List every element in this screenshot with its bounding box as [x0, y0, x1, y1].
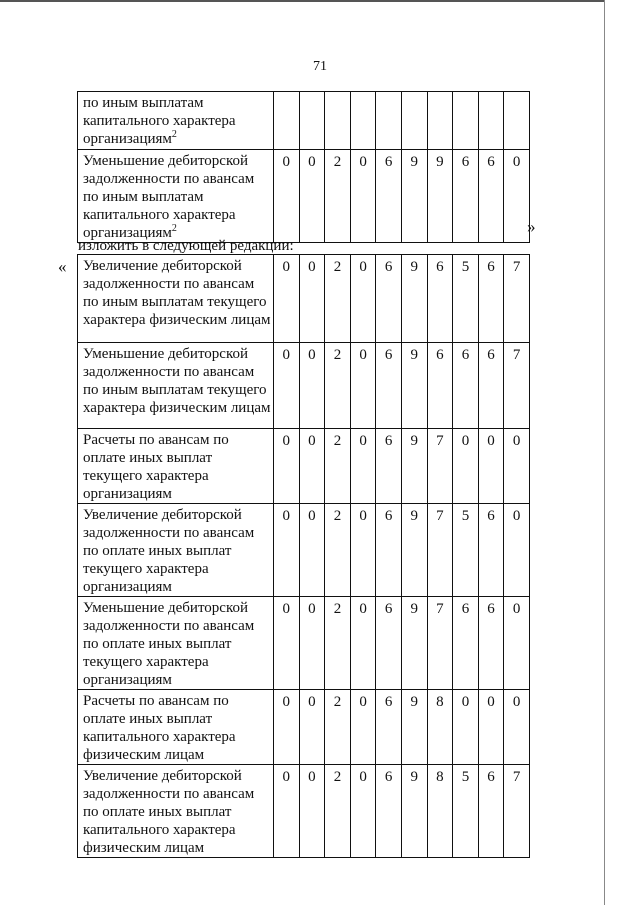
code-digit-cell: 5	[453, 504, 479, 597]
code-digit-cell: 0	[350, 765, 376, 858]
code-digit-cell: 6	[453, 597, 479, 690]
account-codes-table-new	[77, 254, 530, 858]
code-digit-cell	[325, 92, 351, 150]
code-digit-cell: 6	[376, 255, 402, 343]
code-digit-cell: 7	[504, 255, 530, 343]
code-digit-cell: 8	[427, 690, 453, 765]
account-name: Уменьшение дебиторской задолженности по авансам по иным выплатам текущего характера физическим лицам	[83, 346, 271, 416]
account-name-cell	[78, 343, 274, 429]
account-name: Увеличение дебиторской задолженности по авансам по оплате иных выплат текущего характера организациям	[83, 507, 255, 595]
code-digit-cell: 7	[427, 429, 453, 504]
code-digit-cell: 9	[401, 597, 427, 690]
code-digit-cell: 0	[504, 504, 530, 597]
code-digit-cell: 7	[504, 765, 530, 858]
table-row	[78, 504, 530, 597]
code-digit-cell: 6	[453, 150, 479, 243]
code-digit-cell	[376, 92, 402, 150]
code-digit-cell: 0	[299, 343, 325, 429]
opening-quote: «	[58, 257, 67, 276]
code-digit-cell	[299, 92, 325, 150]
code-digit-cell: 2	[325, 429, 351, 504]
code-digit-cell: 6	[478, 597, 504, 690]
code-digit-cell: 2	[325, 343, 351, 429]
code-digit-cell	[453, 92, 479, 150]
code-digit-cell: 9	[401, 343, 427, 429]
account-name-cell	[78, 597, 274, 690]
code-digit-cell: 6	[376, 504, 402, 597]
code-digit-cell: 0	[274, 597, 300, 690]
code-digit-cell: 0	[504, 690, 530, 765]
code-digit-cell: 6	[427, 343, 453, 429]
instruction-text: изложить в следующей редакции:	[78, 238, 294, 254]
code-digit-cell: 6	[478, 150, 504, 243]
code-digit-cell	[504, 92, 530, 150]
code-digit-cell: 7	[427, 597, 453, 690]
code-digit-cell: 7	[427, 504, 453, 597]
code-digit-cell: 9	[401, 429, 427, 504]
code-digit-cell: 6	[376, 150, 402, 243]
account-name: Увеличение дебиторской задолженности по авансам по оплате иных выплат капитального характера физическим лицам	[83, 768, 255, 856]
table-row	[78, 92, 530, 150]
code-digit-cell: 0	[299, 690, 325, 765]
code-digit-cell: 0	[299, 504, 325, 597]
code-digit-cell: 0	[350, 429, 376, 504]
code-digit-cell: 6	[478, 255, 504, 343]
code-digit-cell: 0	[504, 429, 530, 504]
account-name: Расчеты по авансам по оплате иных выплат текущего характера организациям	[83, 432, 229, 502]
code-digit-cell: 0	[453, 429, 479, 504]
code-digit-cell: 5	[453, 765, 479, 858]
account-name-cell	[78, 92, 274, 150]
code-digit-cell: 0	[299, 597, 325, 690]
code-digit-cell: 9	[401, 765, 427, 858]
page-top-edge	[0, 0, 604, 2]
table-row	[78, 597, 530, 690]
table-row	[78, 343, 530, 429]
code-digit-cell: 2	[325, 150, 351, 243]
account-name-cell	[78, 255, 274, 343]
code-digit-cell: 7	[504, 343, 530, 429]
code-digit-cell	[274, 92, 300, 150]
footnote-marker: 2	[171, 129, 177, 140]
table-row	[78, 150, 530, 243]
account-name: Уменьшение дебиторской задолженности по авансам по иным выплатам капитального характера организациям	[83, 153, 255, 241]
account-name: по иным выплатам капитального характера организациям	[83, 95, 236, 147]
code-digit-cell: 0	[299, 255, 325, 343]
code-digit-cell: 0	[478, 690, 504, 765]
code-digit-cell: 0	[453, 690, 479, 765]
account-codes-table-old	[77, 91, 530, 243]
code-digit-cell: 0	[350, 150, 376, 243]
account-name: Уменьшение дебиторской задолженности по авансам по оплате иных выплат текущего характера организациям	[83, 600, 255, 688]
code-digit-cell: 8	[427, 765, 453, 858]
code-digit-cell: 9	[401, 504, 427, 597]
code-digit-cell: 5	[453, 255, 479, 343]
closing-quote: »	[527, 217, 536, 236]
code-digit-cell: 2	[325, 690, 351, 765]
code-digit-cell: 0	[274, 690, 300, 765]
table-row	[78, 429, 530, 504]
code-digit-cell: 6	[427, 255, 453, 343]
code-digit-cell: 0	[299, 429, 325, 504]
code-digit-cell	[350, 92, 376, 150]
account-name-cell	[78, 429, 274, 504]
table-row	[78, 690, 530, 765]
code-digit-cell	[401, 92, 427, 150]
account-name-cell	[78, 150, 274, 243]
code-digit-cell: 6	[376, 343, 402, 429]
code-digit-cell: 2	[325, 504, 351, 597]
page-right-edge	[604, 0, 605, 905]
footnote-marker: 2	[171, 223, 177, 234]
account-name: Расчеты по авансам по оплате иных выплат капитального характера физическим лицам	[83, 693, 236, 763]
code-digit-cell: 9	[401, 690, 427, 765]
code-digit-cell: 6	[376, 429, 402, 504]
code-digit-cell: 6	[478, 504, 504, 597]
code-digit-cell: 0	[504, 597, 530, 690]
code-digit-cell	[427, 92, 453, 150]
code-digit-cell: 0	[350, 504, 376, 597]
page-number: 71	[313, 59, 327, 74]
account-name-cell	[78, 690, 274, 765]
code-digit-cell: 0	[350, 597, 376, 690]
code-digit-cell: 0	[504, 150, 530, 243]
code-digit-cell	[478, 92, 504, 150]
code-digit-cell: 0	[274, 504, 300, 597]
code-digit-cell: 6	[478, 343, 504, 429]
code-digit-cell: 2	[325, 255, 351, 343]
code-digit-cell: 0	[478, 429, 504, 504]
code-digit-cell: 2	[325, 765, 351, 858]
account-name-cell	[78, 765, 274, 858]
code-digit-cell: 0	[274, 429, 300, 504]
code-digit-cell: 6	[376, 765, 402, 858]
code-digit-cell: 0	[274, 150, 300, 243]
code-digit-cell: 6	[376, 690, 402, 765]
code-digit-cell: 9	[427, 150, 453, 243]
table-row	[78, 765, 530, 858]
code-digit-cell: 0	[274, 343, 300, 429]
code-digit-cell: 0	[299, 765, 325, 858]
code-digit-cell: 6	[453, 343, 479, 429]
table-row	[78, 255, 530, 343]
code-digit-cell: 0	[274, 255, 300, 343]
code-digit-cell: 9	[401, 255, 427, 343]
code-digit-cell: 2	[325, 597, 351, 690]
code-digit-cell: 0	[350, 690, 376, 765]
code-digit-cell: 0	[274, 765, 300, 858]
code-digit-cell: 0	[350, 255, 376, 343]
account-name-cell	[78, 504, 274, 597]
code-digit-cell: 0	[299, 150, 325, 243]
code-digit-cell: 0	[350, 343, 376, 429]
code-digit-cell: 6	[478, 765, 504, 858]
account-name: Увеличение дебиторской задолженности по авансам по иным выплатам текущего характера физическим лицам	[83, 258, 271, 328]
code-digit-cell: 6	[376, 597, 402, 690]
code-digit-cell: 9	[401, 150, 427, 243]
